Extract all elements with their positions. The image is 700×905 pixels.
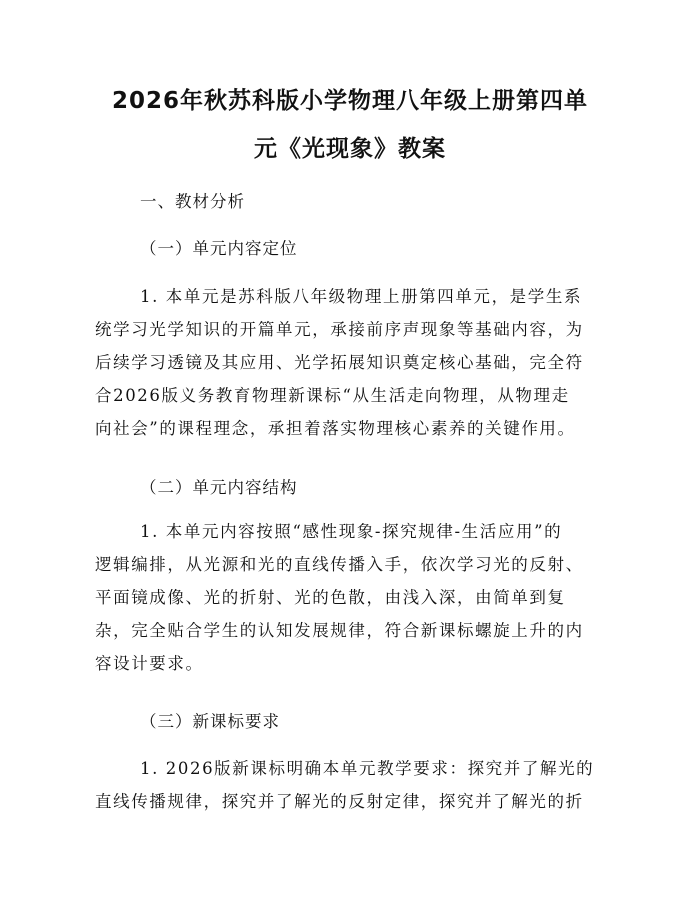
subheading-unit-structure: （二）单元内容结构 <box>140 478 298 497</box>
document-title-line-1: 2026年秋苏科版小学物理八年级上册第四单 <box>111 88 588 114</box>
subheading-unit-positioning: （一）单元内容定位 <box>140 239 298 258</box>
paragraph-line: 1. 本单元是苏科版八年级物理上册第四单元，是学生系 <box>140 287 583 306</box>
paragraph-line: 合2026版义务教育物理新课标“从生活走向物理，从物理走 <box>95 386 570 405</box>
section-heading-textbook-analysis: 一、教材分析 <box>140 192 245 211</box>
paragraph-line: 1. 本单元内容按照“感性现象-探究规律-生活应用”的 <box>140 522 563 541</box>
paragraph-line: 杂，完全贴合学生的认知发展规律，符合新课标螺旋上升的内 <box>95 621 584 640</box>
paragraph-line: 1. 2026版新课标明确本单元教学要求：探究并了解光的 <box>140 759 595 778</box>
paragraph-line: 容设计要求。 <box>95 654 204 673</box>
paragraph-line: 逻辑编排，从光源和光的直线传播入手，依次学习光的反射、 <box>95 555 584 574</box>
paragraph-line: 统学习光学知识的开篇单元，承接前序声现象等基础内容，为 <box>95 320 584 339</box>
paragraph-curriculum-requirements <box>95 752 605 818</box>
subheading-curriculum-requirements: （三）新课标要求 <box>140 712 280 731</box>
paragraph-line: 平面镜成像、光的折射、光的色散，由浅入深，由简单到复 <box>95 588 566 607</box>
document-title-line-2: 元《光现象》教案 <box>254 136 446 162</box>
paragraph-unit-structure <box>95 515 605 680</box>
paragraph-line: 直线传播规律，探究并了解光的反射定律，探究并了解光的折 <box>95 792 584 811</box>
paragraph-line: 向社会”的课程理念，承担着落实物理核心素养的关键作用。 <box>95 419 576 438</box>
paragraph-line: 后续学习透镜及其应用、光学拓展知识奠定核心基础，完全符 <box>95 353 584 372</box>
paragraph-unit-positioning <box>95 280 605 445</box>
